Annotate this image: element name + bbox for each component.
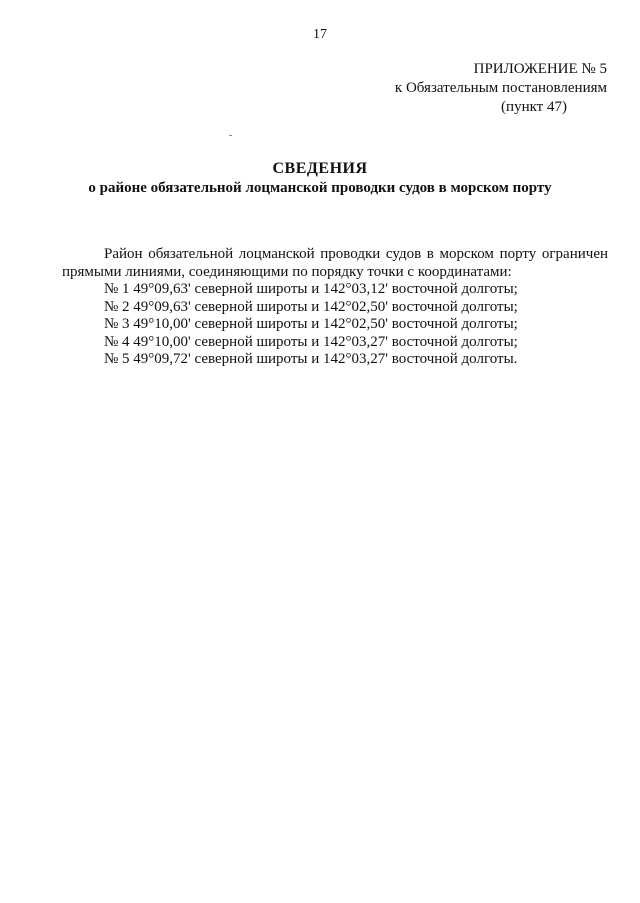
appendix-reference: к Обязательным постановлениям [394, 80, 607, 96]
coordinate-list [62, 281, 608, 369]
appendix-clause: (пункт 47) [501, 99, 567, 115]
coordinate-item: № 1 49°09,63' северной широты и 142°03,12' восточной долготы; [104, 281, 518, 297]
appendix-title: ПРИЛОЖЕНИЕ № 5 [473, 61, 607, 77]
document-subtitle: о районе обязательной лоцманской проводки судов в морском порту [88, 180, 552, 196]
body-paragraph: Район обязательной лоцманской проводки судов в морском порту ограничен прямыми линиями, соединяющими по порядку точки с координатами: [62, 246, 608, 280]
coordinate-item: № 4 49°10,00' северной широты и 142°03,27' восточной долготы; [104, 333, 518, 350]
appendix-header [395, 60, 607, 117]
coordinate-item: № 3 49°10,00' северной широты и 142°02,50' восточной долготы; [104, 316, 518, 332]
document-body [62, 246, 608, 369]
coordinate-item: № 5 49°09,72' северной широты и 142°03,27' восточной долготы. [104, 351, 518, 367]
document-title: СВЕДЕНИЯ [272, 160, 368, 177]
coordinate-item: № 2 49°09,63' северной широты и 142°02,50' восточной долготы; [104, 298, 518, 315]
scan-speck [229, 135, 232, 136]
page-number: 17 [313, 27, 327, 42]
